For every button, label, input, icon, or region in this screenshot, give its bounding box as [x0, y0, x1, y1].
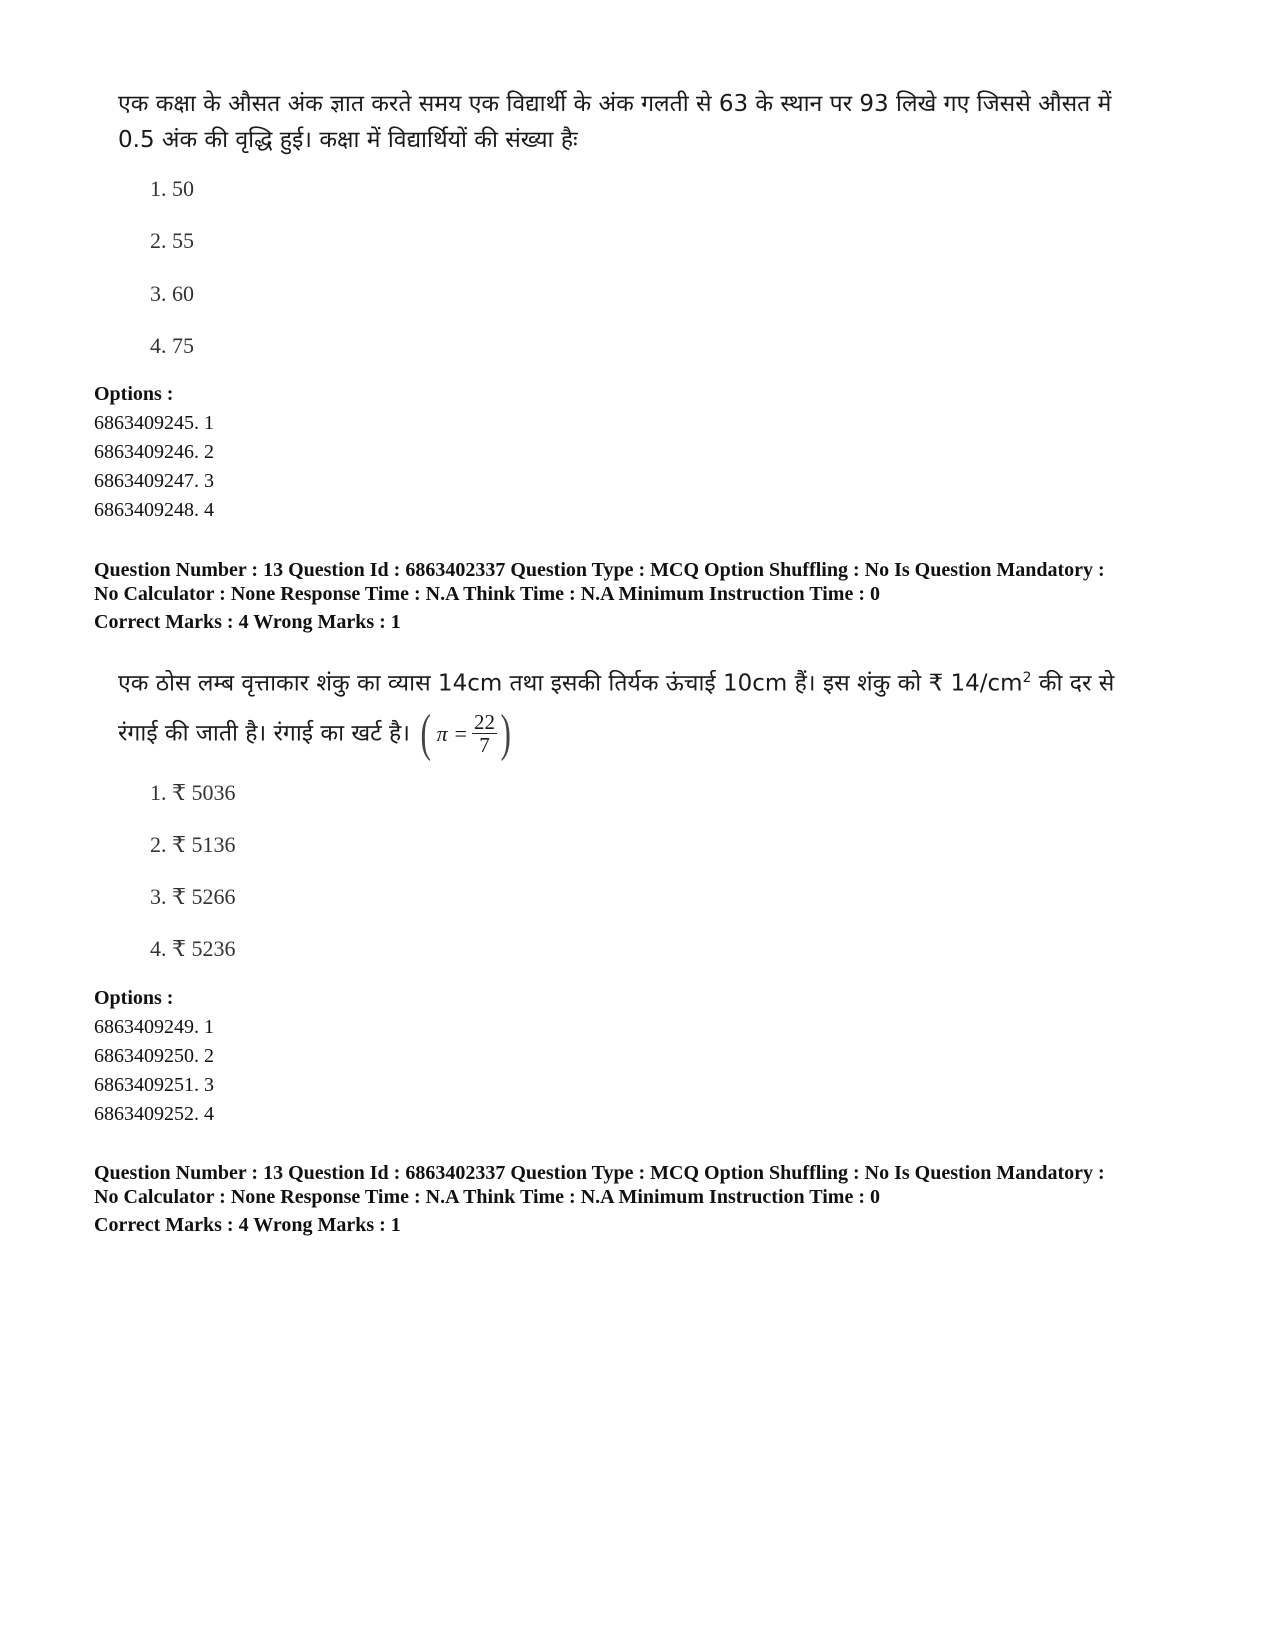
question-2-choice-1: 1. ₹ 5036: [150, 780, 236, 805]
question-2-line-1-b: की दर से: [1031, 670, 1115, 697]
option-id: 6863409249. 1: [94, 1016, 214, 1038]
option-id: 6863409251. 3: [94, 1074, 214, 1096]
option-id: 6863409246. 2: [94, 441, 214, 463]
option-id: 6863409252. 4: [94, 1103, 214, 1125]
superscript: 2: [1022, 670, 1032, 686]
question-1-text: [118, 86, 1178, 158]
meta-line: No Calculator : None Response Time : N.A Think Time : N.A Minimum Instruction Time : 0: [94, 583, 880, 605]
question-2-choice-3: 3. ₹ 5266: [150, 884, 236, 909]
option-id: 6863409247. 3: [94, 470, 214, 492]
meta-line: Question Number : 13 Question Id : 6863402337 Question Type : MCQ Option Shuffling : No Is Question Mandatory :: [94, 559, 1105, 581]
question-1-choice-1: 1. 50: [150, 176, 194, 201]
question-meta-2: [94, 1161, 1224, 1237]
question-2-line-2: [118, 704, 1178, 762]
question-2-line-1: [118, 660, 1178, 702]
question-1-choice-3: 3. 60: [150, 281, 194, 306]
marks-line: Correct Marks : 4 Wrong Marks : 1: [94, 611, 401, 633]
pi-numerator: 22: [474, 710, 496, 735]
question-meta-1: [94, 558, 1224, 634]
question-2-text: [118, 660, 1178, 760]
meta-line: Question Number : 13 Question Id : 6863402337 Question Type : MCQ Option Shuffling : No Is Question Mandatory :: [94, 1162, 1105, 1184]
meta-line: No Calculator : None Response Time : N.A Think Time : N.A Minimum Instruction Time : 0: [94, 1186, 880, 1208]
pi-formula: [417, 704, 514, 762]
pi-label: π =: [436, 720, 469, 746]
option-id: 6863409250. 2: [94, 1045, 214, 1067]
marks-line: Correct Marks : 4 Wrong Marks : 1: [94, 1214, 401, 1236]
options-title: Options :: [94, 383, 174, 405]
options-title: Options :: [94, 987, 174, 1009]
question-1-choice-4: 4. 75: [150, 333, 194, 358]
option-id: 6863409248. 4: [94, 499, 214, 521]
option-id: 6863409245. 1: [94, 412, 214, 434]
question-2-line-1-a: एक ठोस लम्ब वृत्ताकार शंकु का व्यास 14cm तथा इसकी तिर्यक ऊंचाई 10cm हैं। इस शंकु को ₹ 14/cm: [118, 670, 1023, 697]
pi-fraction: [472, 711, 497, 756]
question-2-choice-4: 4. ₹ 5236: [150, 936, 236, 961]
question-1-line-1: एक कक्षा के औसत अंक ज्ञात करते समय एक विद्यार्थी के अंक गलती से 63 के स्थान पर 93 लिखे गए जिससे औसत में: [118, 91, 1112, 117]
open-paren: (: [420, 704, 432, 762]
question-1-options: [94, 380, 214, 525]
close-paren: ): [500, 704, 511, 762]
question-2-options: [94, 984, 214, 1129]
pi-denominator: 7: [479, 733, 490, 758]
question-2-choice-2: 2. ₹ 5136: [150, 832, 236, 857]
question-1-choice-2: 2. 55: [150, 228, 194, 253]
question-1-line-2: 0.5 अंक की वृद्धि हुई। कक्षा में विद्यार्थियों की संख्या हैः: [118, 127, 578, 153]
question-2-line-2-text: रंगाई की जाती है। रंगाई का खर्ट है।: [118, 720, 410, 747]
